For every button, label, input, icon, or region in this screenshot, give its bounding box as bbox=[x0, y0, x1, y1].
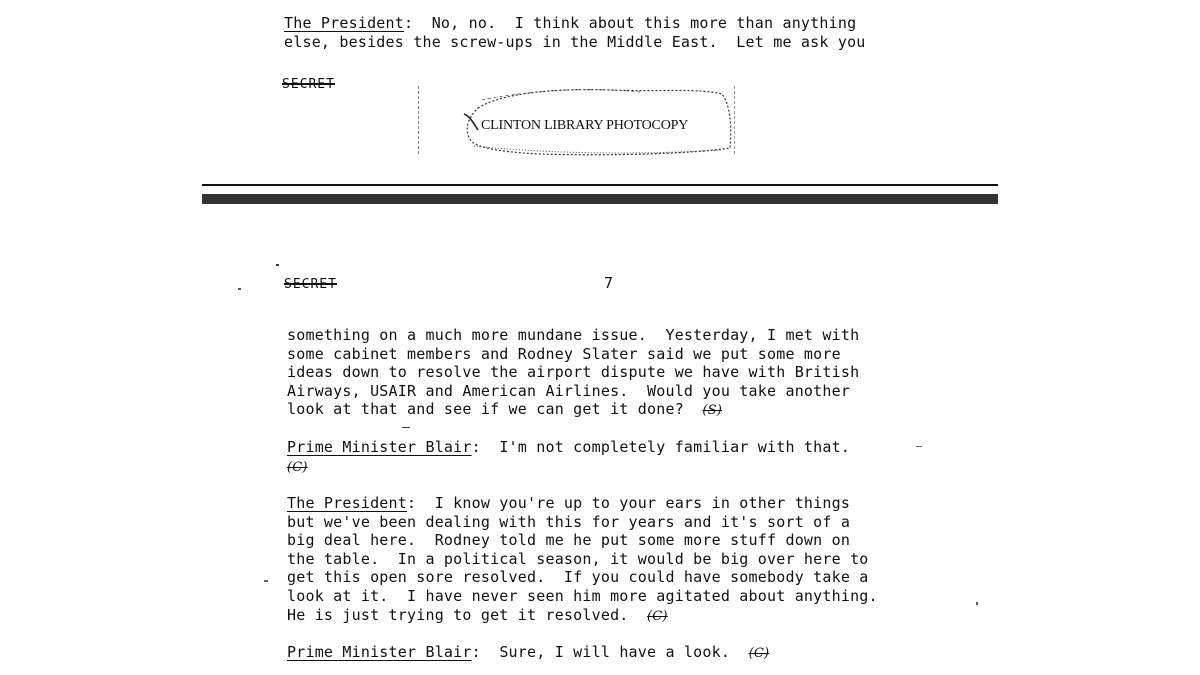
classification-mark: (C) bbox=[647, 608, 668, 624]
dialogue-text: He is just trying to get it resolved. bbox=[287, 605, 629, 624]
scan-speck bbox=[916, 446, 922, 447]
dialogue-text: something on a much more mundane issue. Yesterday, I met with bbox=[287, 326, 860, 344]
dialogue-text: : No, no. I think about this more than anything bbox=[404, 14, 857, 32]
dialogue-text: : Sure, I will have a look. bbox=[471, 643, 731, 661]
speaker-label: The President bbox=[287, 494, 407, 512]
page-number: 7 bbox=[604, 274, 614, 292]
speaker-label: The President bbox=[284, 14, 404, 32]
dialogue-text: the table. In a political season, it would be big over here to bbox=[287, 549, 869, 568]
paragraph-3 bbox=[287, 494, 878, 626]
paragraph-2 bbox=[287, 438, 850, 477]
scan-speck bbox=[402, 427, 410, 428]
paragraph-4 bbox=[287, 643, 769, 664]
scan-speck bbox=[238, 288, 241, 290]
dialogue-text: look at it. I have never seen him more agitated about anything. bbox=[287, 586, 878, 605]
dialogue-text: big deal here. Rodney told me he put some more stuff down on bbox=[287, 531, 851, 550]
classification-mark: (C) bbox=[748, 646, 770, 661]
page-separator-thick bbox=[202, 194, 998, 204]
dialogue-text: : I know you're up to your ears in other things bbox=[407, 494, 851, 512]
scan-artifact bbox=[418, 86, 420, 154]
classification-mark: (C) bbox=[287, 459, 308, 475]
photocopy-stamp-text: CLINTON LIBRARY PHOTOCOPY bbox=[481, 118, 689, 133]
previous-page-fragment bbox=[284, 14, 866, 51]
page-separator-thin bbox=[202, 184, 998, 186]
dialogue-text: but we've been dealing with this for years and it's sort of a bbox=[287, 512, 851, 531]
scan-speck bbox=[276, 264, 279, 266]
classification-mark: (S) bbox=[702, 403, 723, 419]
speaker-label: Prime Minister Blair bbox=[287, 643, 472, 661]
scan-speck bbox=[976, 602, 978, 605]
dialogue-text: look at that and see if we can get it done? bbox=[287, 400, 684, 419]
dialogue-text: Airways, USAIR and American Airlines. Would you take another bbox=[287, 381, 851, 400]
dialogue-text: some cabinet members and Rodney Slater said we put some more bbox=[287, 344, 841, 363]
dialogue-text: ideas down to resolve the airport dispute we have with British bbox=[287, 363, 860, 382]
paragraph-1 bbox=[287, 326, 859, 421]
scan-speck bbox=[264, 580, 268, 582]
scan-artifact bbox=[734, 86, 736, 154]
dialogue-text: else, besides the screw-ups in the Middle East. Let me ask you bbox=[284, 32, 866, 51]
dialogue-text: : I'm not completely familiar with that. bbox=[471, 438, 851, 456]
dialogue-text: get this open sore resolved. If you could have somebody take a bbox=[287, 568, 869, 587]
classification-marking: SECRET bbox=[284, 277, 337, 292]
classification-marking-top: SECRET bbox=[282, 77, 335, 92]
speaker-label: Prime Minister Blair bbox=[287, 438, 472, 456]
